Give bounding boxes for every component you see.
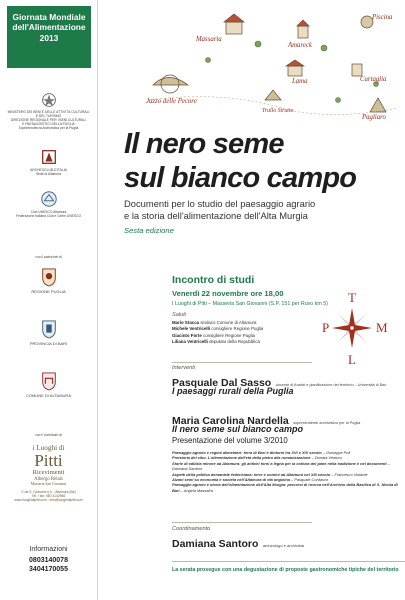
program-title: Storie di edilizia minore ad Altamura: gli antichi forni a legna per la cottura del pane nella tradizione e nei documenti — [172, 460, 387, 466]
program-author: – Angela Massafra — [179, 487, 213, 493]
main-content — [108, 0, 400, 600]
footer-note: La serata prosegue con una degustazione di proposte gastronomiche tipiche del territorio — [172, 567, 399, 573]
event-place: I Luoghi di Pitti – Masseria San Giovanni (S.P. 151 per Ruvo km 5) — [172, 301, 328, 307]
sidebar — [0, 0, 98, 600]
compass-letter: M — [376, 320, 388, 335]
divider — [172, 561, 405, 562]
program-author: – Pasquale Cordasco — [289, 477, 329, 483]
archeoclub-line: Sede di Altamura — [35, 172, 62, 177]
day-line: Giornata Mondiale — [12, 12, 86, 22]
coordinator-role: archeologo e archivista — [262, 543, 304, 548]
unesco-line: Club UNESCO Altamura — [30, 210, 67, 214]
saluti-name: Mario Stacca — [172, 320, 200, 325]
program-author: – Francesco Violante — [330, 471, 368, 477]
program-author: – Donata Venturo — [310, 455, 342, 461]
divider — [172, 362, 312, 363]
comune-label: COMUNE DI ALTAMURA — [26, 393, 71, 398]
ministero-emblem-icon — [41, 92, 57, 108]
subtitle-line: Documenti per lo studio del paesaggio agrario — [124, 198, 316, 209]
contributo-label: con il contributo di — [35, 433, 62, 437]
day-line: dell'Alimentazione — [12, 22, 86, 33]
sponsor-address: www.iluoghidipitti.com - info@iluoghidipitti.com — [14, 498, 83, 503]
compass-letter: L — [348, 352, 356, 367]
saluti-role: sindaco Comune di Altamura — [200, 320, 257, 325]
unesco-logo-icon — [40, 190, 58, 208]
map-label: Trullo Strutto — [262, 108, 294, 114]
patrocinio-label: con il patrocinio di — [35, 255, 62, 259]
sponsor-line: Albergo Relais — [34, 476, 63, 482]
saluti-label: Saluti — [172, 312, 186, 318]
archeoclub-logo-icon — [40, 148, 58, 166]
speaker1-talk: I paesaggi rurali della Puglia — [172, 386, 294, 396]
map-label: Curtaglia — [360, 76, 387, 83]
speaker2-talk: Il nero seme sul bianco campo — [172, 424, 304, 434]
saluti-role: consigliere Regione Puglia — [203, 332, 255, 338]
unesco-block — [0, 190, 97, 218]
ministero-line: E DEL TURISMO — [35, 114, 62, 119]
coordinamento-label: Coordinamento — [172, 526, 211, 532]
program-item — [172, 482, 404, 493]
map-label: Amareck — [288, 42, 312, 49]
program-author: – Damiana Santoro — [172, 460, 390, 472]
saluti-role: consigliere Regione Puglia — [211, 326, 264, 332]
program-title: Paesaggio agrario e storia dell'alimentazione dell'Alta Murgia: percorsi di ricerca nell'Archivio della Basilica di S. Nicola di Bari — [172, 482, 398, 493]
event-title: Incontro di studi — [172, 274, 255, 286]
main-title-line2: sul bianco campo — [124, 162, 357, 194]
speaker2-presentation: Presentazione del volume 3/2010 — [172, 436, 288, 445]
program-item — [172, 461, 404, 472]
map-label: Pagliaro — [362, 114, 386, 121]
saluti-name: Liliana Ventricelli — [172, 339, 208, 345]
regione-block — [0, 266, 97, 294]
program-title: Preistoria del cibo. L'alimentazione dall'età della pietra alla romanizzazione — [172, 455, 311, 461]
sponsor-block — [0, 444, 97, 502]
ministero-line: E PAESAGGISTICI DELLA PUGLIA — [22, 122, 75, 127]
compass-letter: T — [348, 290, 356, 305]
ministero-line: Soprintendenza Archivistica per la Puglia — [18, 126, 79, 131]
provincia-bari-emblem-icon — [40, 318, 58, 340]
edition-label: Sesta edizione — [124, 226, 174, 235]
map-label: Massaria — [196, 36, 222, 43]
provincia-label: PROVINCIA DI BARI — [29, 341, 68, 346]
coordinator — [172, 534, 304, 552]
saluti-list — [172, 320, 263, 346]
main-title-line1: Il nero seme — [124, 128, 284, 160]
interventi-label: Interventi — [172, 365, 196, 371]
program-title: Paesaggio agrario e regimi alimentari: terra di Bari e dintorni tra XVI e XIX secolo — [172, 450, 322, 455]
saluti-name: Michele Ventricelli — [172, 326, 211, 332]
map-label: Lama — [292, 78, 308, 85]
speaker2-name: Maria Carolina Nardella — [172, 415, 289, 427]
sponsor-line: Masseria San Giovanni — [30, 482, 67, 487]
program-title: Aspetti della politica demaniale federiciana: terre e uomini ad Altamura nel XIII secolo — [172, 471, 331, 477]
event-date: Venerdì 22 novembre ore 18,00 — [172, 289, 284, 298]
world-food-day-box — [7, 6, 91, 68]
ministero-line: DIREZIONE REGIONALE PER I BENI CULTURALI — [10, 118, 87, 123]
sponsor-address: C.da S. Giovanni s.n. - Altamura (Ba) — [21, 490, 76, 495]
sponsor-line: Ricevimenti — [32, 469, 65, 476]
ministero-line: MINISTERO DEI BENI E DELLE ATTIVITÀ CULTURALI — [7, 110, 90, 114]
info-label: Informazioni — [29, 546, 68, 553]
day-line: 2013 — [39, 32, 59, 43]
compass-letter: P — [322, 320, 330, 335]
coordinator-name: Damiana Santoro — [172, 538, 259, 550]
subtitle-line: e la storia dell'alimentazione dell'Alta Murgia — [124, 210, 308, 221]
speaker1-role: docente di Analisi e pianificazione del territorio – Università di Bari — [275, 383, 387, 387]
ministero-block — [0, 92, 97, 130]
saluti-role: deputato della Repubblica — [209, 339, 260, 345]
map-label: Piscina — [372, 14, 393, 21]
archeoclub-block — [0, 148, 97, 176]
comune-block — [0, 370, 97, 398]
program-title: Alzani semi su economia e società nell'Altamura di età angioina — [172, 477, 290, 483]
historic-map-illustration — [108, 0, 400, 128]
info-block — [0, 546, 97, 574]
program-list — [172, 450, 404, 493]
regione-puglia-emblem-icon — [40, 266, 58, 288]
speaker1-name: Pasquale Dal Sasso — [172, 377, 272, 389]
regione-label: REGIONE PUGLIA — [31, 289, 66, 294]
sponsor-line: i Luoghi di — [32, 444, 65, 452]
saluti-item — [172, 339, 263, 345]
map-label: Jazzo delle Pecore — [146, 98, 197, 105]
sponsor-address: Tel. / fax: 080 3142966 — [31, 494, 66, 499]
archeoclub-line: ARCHEOCLUB D'ITALIA — [30, 168, 67, 172]
provincia-block — [0, 318, 97, 346]
unesco-line: Federazione Italiana Club e Centri UNESCO — [15, 214, 82, 219]
phone-number: 0803140078 — [29, 557, 68, 564]
divider — [172, 522, 312, 523]
phone-number: 3404170055 — [29, 566, 68, 573]
saluti-name: Giacinto Forte — [172, 332, 202, 338]
sponsor-name: Pitti — [34, 451, 63, 470]
speaker2-role: soprintendente archivistico per la Puglia — [293, 421, 361, 425]
program-author: – Giuseppe Poli — [321, 450, 351, 455]
comune-altamura-emblem-icon — [40, 370, 58, 392]
